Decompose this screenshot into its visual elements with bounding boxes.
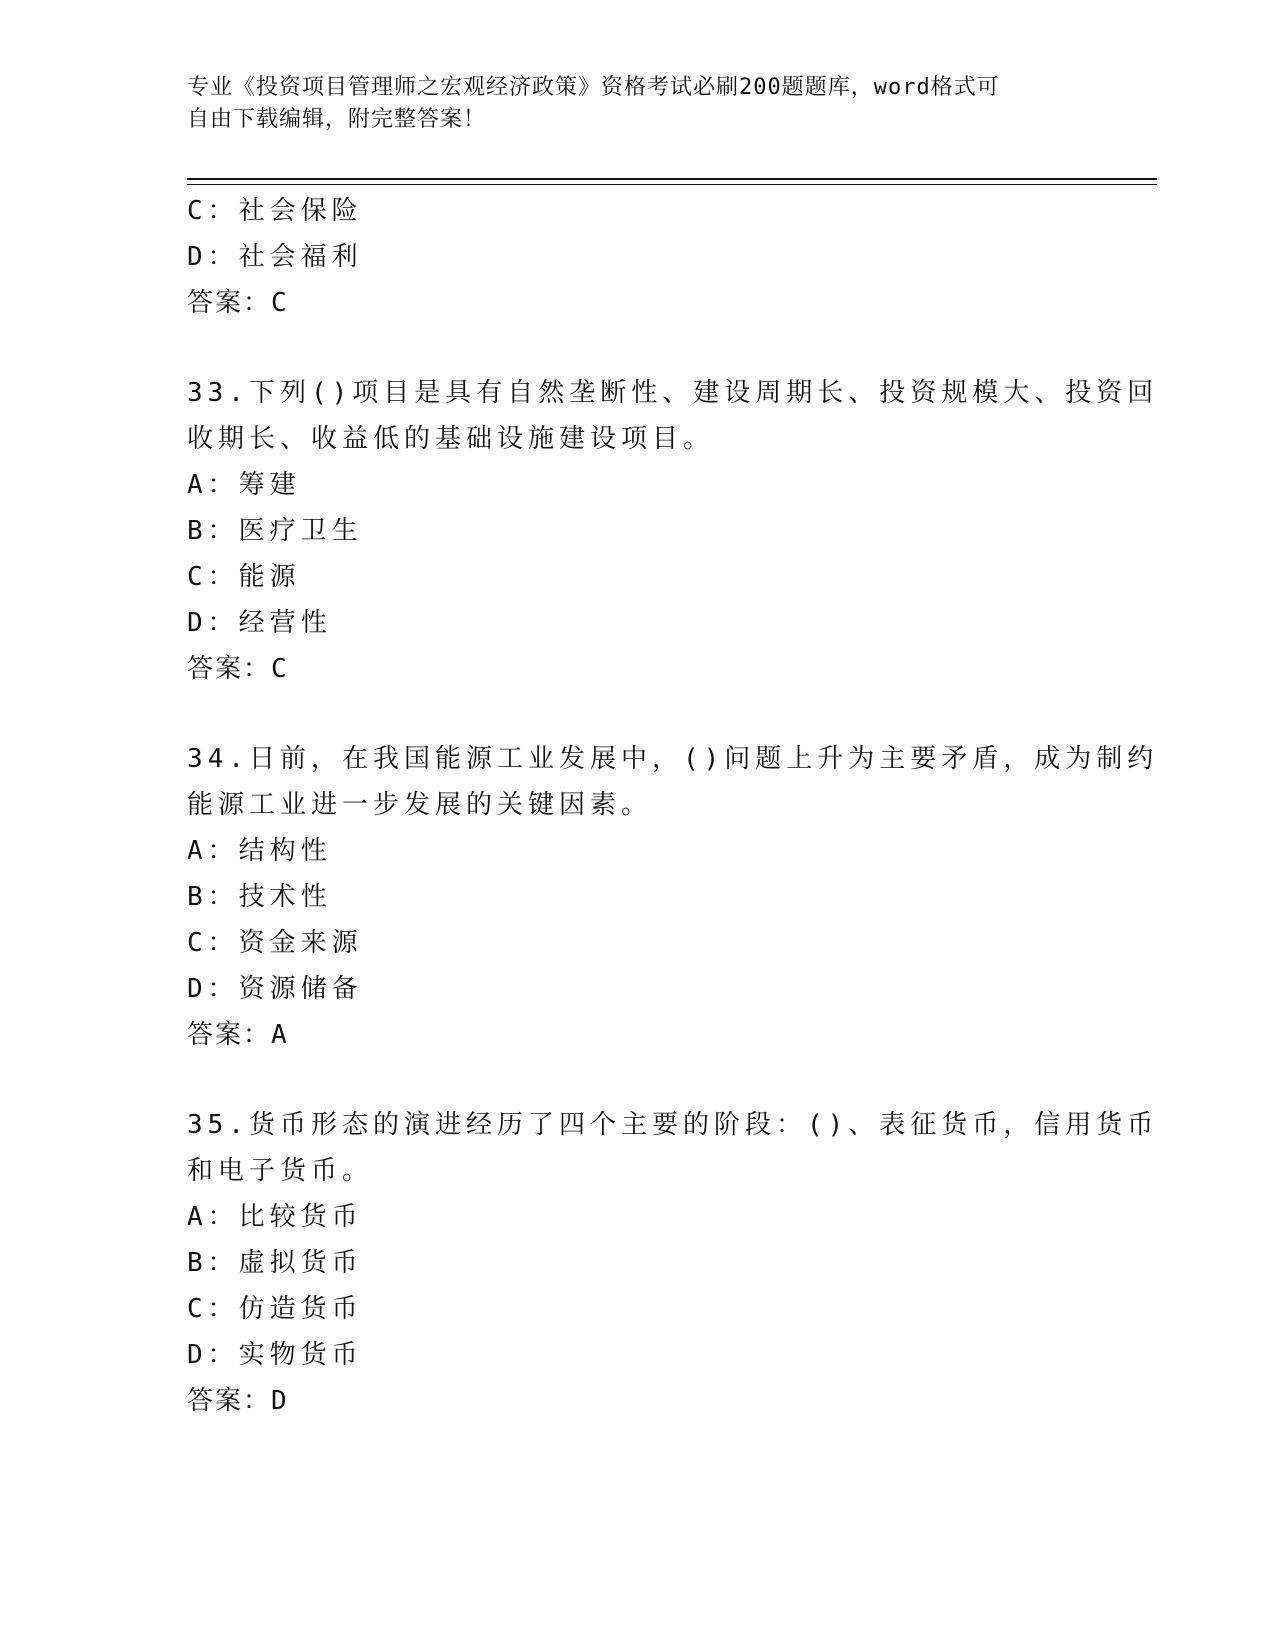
option-a: A：筹建 <box>187 470 301 500</box>
option-a: A：比较货币 <box>187 1202 363 1232</box>
answer-line: 答案：C <box>187 654 289 684</box>
question-stem-line-2: 和电子货币。 <box>187 1156 374 1186</box>
carryover-question <box>187 188 1087 326</box>
header-divider-thin <box>187 184 1157 185</box>
question-35 <box>187 1102 1159 1424</box>
question-stem-line-1: 34.日前，在我国能源工业发展中，()问题上升为主要矛盾，成为制约 <box>187 744 1159 774</box>
option-c: C：能源 <box>187 562 301 592</box>
option-c: C：仿造货币 <box>187 1294 363 1324</box>
option-d: D：实物货币 <box>187 1340 363 1370</box>
question-stem-line-2: 收期长、收益低的基础设施建设项目。 <box>187 424 715 454</box>
option-b: B：医疗卫生 <box>187 516 363 546</box>
question-stem-line-1: 33.下列()项目是具有自然垄断性、建设周期长、投资规模大、投资回 <box>187 378 1159 408</box>
header-line-1: 专业《投资项目管理师之宏观经济政策》资格考试必刷200题题库，word格式可 <box>187 75 1000 100</box>
option-b: B：技术性 <box>187 882 332 912</box>
header-divider-thick <box>187 178 1157 180</box>
question-stem-line-2: 能源工业进一步发展的关键因素。 <box>187 790 653 820</box>
option-c: C：资金来源 <box>187 928 363 958</box>
header-line-2: 自由下载编辑，附完整答案！ <box>187 107 487 132</box>
answer-line: 答案：D <box>187 1386 289 1416</box>
option-d: D：社会福利 <box>187 242 363 272</box>
option-a: A：结构性 <box>187 836 332 866</box>
question-34 <box>187 736 1159 1058</box>
question-33 <box>187 370 1159 692</box>
answer-line: 答案：A <box>187 1020 289 1050</box>
document-header <box>187 72 1067 136</box>
option-c: C：社会保险 <box>187 196 363 226</box>
option-b: B：虚拟货币 <box>187 1248 363 1278</box>
question-content <box>187 188 1159 1424</box>
question-stem-line-1: 35.货币形态的演进经历了四个主要的阶段：()、表征货币，信用货币 <box>187 1110 1159 1140</box>
option-d: D：资源储备 <box>187 974 363 1004</box>
option-d: D：经营性 <box>187 608 332 638</box>
answer-line: 答案：C <box>187 288 289 318</box>
